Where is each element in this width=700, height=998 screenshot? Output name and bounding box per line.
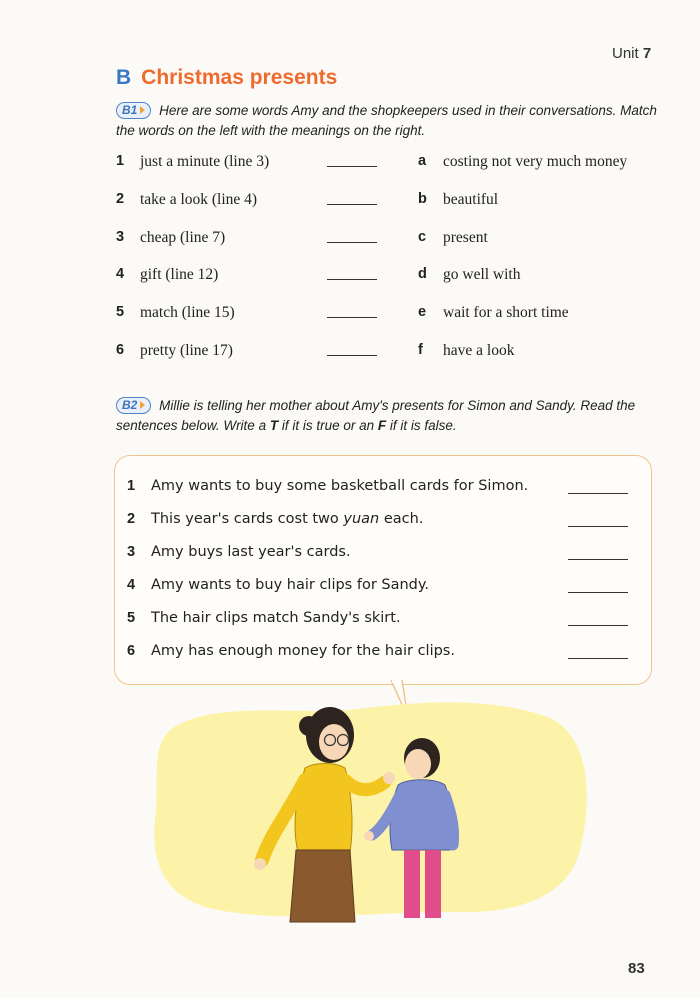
- term-number: 2: [116, 191, 125, 207]
- b1-badge: B1: [116, 102, 151, 119]
- match-row: [116, 266, 676, 290]
- statement-row: [127, 478, 637, 502]
- answer-blank[interactable]: [568, 559, 628, 560]
- statement-text-part: each.: [379, 511, 424, 527]
- meaning-letter: f: [418, 342, 423, 358]
- term-text: pretty (line 17): [140, 342, 233, 359]
- b2-badge: B2: [116, 397, 151, 414]
- statement-row: [127, 511, 637, 535]
- answer-blank[interactable]: [327, 355, 377, 356]
- match-row: [116, 153, 676, 177]
- answer-blank[interactable]: [327, 166, 377, 167]
- b1-instruction: [116, 101, 676, 141]
- b1-instruction-text: Here are some words Amy and the shopkeepers used in their conversations. Match the words on the left with the meanings on the right.: [116, 103, 657, 138]
- statement-row: [127, 643, 637, 667]
- statement-number: 6: [127, 643, 136, 659]
- section-letter: B: [116, 66, 132, 89]
- answer-blank[interactable]: [568, 493, 628, 494]
- answer-blank[interactable]: [568, 526, 628, 527]
- statement-number: 4: [127, 577, 136, 593]
- statement-text: Amy buys last year's cards.: [151, 544, 351, 560]
- term-text: gift (line 12): [140, 266, 219, 283]
- term-text: just a minute (line 3): [140, 153, 270, 170]
- answer-blank[interactable]: [568, 625, 628, 626]
- unit-number: 7: [642, 45, 652, 62]
- meaning-letter: e: [418, 304, 427, 320]
- match-row: [116, 304, 676, 328]
- false-letter: F: [377, 418, 387, 433]
- meaning-letter: c: [418, 229, 427, 245]
- match-row: [116, 191, 676, 215]
- term-text: cheap (line 7): [140, 229, 226, 246]
- match-row: [116, 229, 676, 253]
- term-text: take a look (line 4): [140, 191, 258, 208]
- meaning-text: costing not very much money: [443, 153, 628, 170]
- statement-text: [151, 511, 423, 527]
- statement-number: 1: [127, 478, 136, 494]
- statement-text-italic: yuan: [343, 511, 380, 527]
- term-text: match (line 15): [140, 304, 235, 321]
- b2-instruction: [116, 396, 676, 436]
- b2-instruction-text: if it is true or an: [278, 418, 378, 433]
- meaning-text: go well with: [443, 266, 521, 283]
- b2-instruction-text: if it is false.: [386, 418, 457, 433]
- statement-row: [127, 610, 637, 634]
- term-number: 1: [116, 153, 125, 169]
- meaning-text: beautiful: [443, 191, 499, 208]
- mother-and-daughter-illustration: [150, 690, 590, 930]
- statement-text: Amy wants to buy some basketball cards for Simon.: [151, 478, 529, 494]
- term-number: 5: [116, 304, 125, 320]
- statement-text-part: This year's cards cost two: [151, 511, 344, 527]
- term-number: 6: [116, 342, 125, 358]
- showthrough-text: [48, 70, 51, 84]
- yellow-background-blob: [154, 702, 587, 916]
- answer-blank[interactable]: [327, 204, 377, 205]
- statement-number: 2: [127, 511, 136, 527]
- meaning-text: present: [443, 229, 488, 246]
- statement-text: Amy has enough money for the hair clips.: [151, 643, 455, 659]
- match-row: [116, 342, 676, 366]
- answer-blank[interactable]: [327, 317, 377, 318]
- unit-label: [612, 45, 651, 62]
- section-title: [116, 66, 337, 90]
- b2-instruction-text: Millie is telling her mother about Amy's presents for Simon and Sandy. Read the sentences below. Write a: [116, 398, 636, 433]
- answer-blank[interactable]: [327, 242, 377, 243]
- meaning-text: have a look: [443, 342, 515, 359]
- page-number: 83: [628, 960, 645, 977]
- meaning-letter: a: [418, 153, 427, 169]
- term-number: 4: [116, 266, 125, 282]
- meaning-letter: b: [418, 191, 427, 207]
- term-number: 3: [116, 229, 125, 245]
- meaning-text: wait for a short time: [443, 304, 569, 321]
- statement-row: [127, 577, 637, 601]
- meaning-letter: d: [418, 266, 427, 282]
- statement-text: The hair clips match Sandy's skirt.: [151, 610, 401, 626]
- statement-number: 3: [127, 544, 136, 560]
- statement-number: 5: [127, 610, 136, 626]
- section-title-text: Christmas presents: [141, 66, 338, 89]
- answer-blank[interactable]: [568, 658, 628, 659]
- statement-text: Amy wants to buy hair clips for Sandy.: [151, 577, 429, 593]
- statement-row: [127, 544, 637, 568]
- true-letter: T: [269, 418, 279, 433]
- answer-blank[interactable]: [327, 279, 377, 280]
- answer-blank[interactable]: [568, 592, 628, 593]
- unit-label-text: Unit: [612, 45, 639, 62]
